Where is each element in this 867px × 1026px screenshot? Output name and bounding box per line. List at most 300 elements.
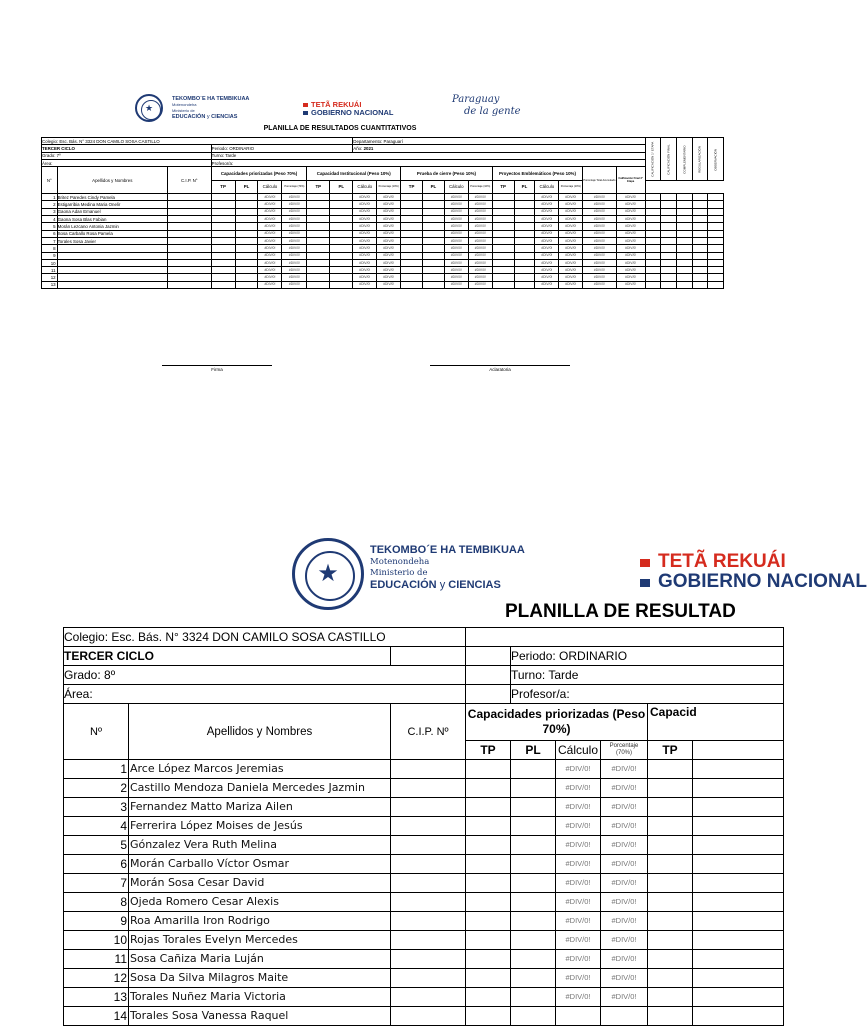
sheet1-row-extra xyxy=(677,194,693,201)
sheet1-row-calif: #DIV/0! xyxy=(616,230,645,237)
sheet1-row-extra xyxy=(645,252,661,259)
sheet1-row-pl xyxy=(514,267,535,274)
sheet1-row-pl xyxy=(514,223,535,230)
sheet2-row-number: 4 xyxy=(64,817,129,836)
sheet2-row-extra xyxy=(693,1007,784,1026)
sheet1-row-extra xyxy=(661,252,677,259)
sheet1-row-porc-total: #DIV/0! xyxy=(583,223,616,230)
sheet1-row-pl xyxy=(235,267,258,274)
sheet2-row-cip xyxy=(391,931,466,950)
sheet2-colegio: Colegio: Esc. Bás. N° 3324 DON CAMILO SOSA CASTILLO xyxy=(64,628,466,647)
sheet1-row-extra xyxy=(677,259,693,266)
sheet1-row-extra xyxy=(677,267,693,274)
sheet1-row-cip xyxy=(167,274,211,281)
sheet1-row-extra xyxy=(708,194,724,201)
sheet1-row-extra xyxy=(692,230,708,237)
sheet1-row-porcentaje: #DIV/0! xyxy=(468,245,492,252)
sheet2-row-cip xyxy=(391,1007,466,1026)
sheet1-row-porcentaje: #DIV/0! xyxy=(377,230,401,237)
sheet1-row-porcentaje: #DIV/0! xyxy=(377,281,401,288)
sheet2-row-pl xyxy=(511,779,556,798)
sheet1-row-calculo: #DIV/0! xyxy=(353,237,377,244)
sheet2-row-calculo: #DIV/0! xyxy=(556,950,601,969)
sheet1-row-porcentaje: #DIV/0! xyxy=(282,208,307,215)
sheet2-table-row xyxy=(64,950,784,969)
sheet1-row-calculo: #DIV/0! xyxy=(353,216,377,223)
sheet1-row-pl xyxy=(423,267,445,274)
sheet2-row-cip xyxy=(391,969,466,988)
sheet1-row-porcentaje: #DIV/0! xyxy=(282,252,307,259)
sheet1-row-porcentaje: #DIV/0! xyxy=(377,208,401,215)
sheet1-row-calculo: #DIV/0! xyxy=(258,216,282,223)
sheet1-row-pl xyxy=(235,237,258,244)
sheet1-col-nombres: Apellidos y Nombres xyxy=(57,167,167,194)
sheet1-sub-prueba-calculo: Cálculo xyxy=(444,180,468,194)
sheet2-row-name: Morán Carballo Víctor Osmar xyxy=(129,855,391,874)
sheet2-row-name: Rojas Torales Evelyn Mercedes xyxy=(129,931,391,950)
sheet2-grado: Grado: 8º xyxy=(64,666,466,685)
sheet1-row-porcentaje: #DIV/0! xyxy=(468,274,492,281)
sheet1-row-tp xyxy=(211,208,235,215)
sheet2-row-tp xyxy=(466,760,511,779)
sheet1-sub-prior-tp: TP xyxy=(211,180,235,194)
sheet1-row-cip xyxy=(167,208,211,215)
sheet1-row-pl xyxy=(330,237,353,244)
sheet1-row-extra xyxy=(677,252,693,259)
sheet1-row-calculo: #DIV/0! xyxy=(353,267,377,274)
sheet2-row-tp xyxy=(466,912,511,931)
sheet2-row-name: Roa Amarilla Iron Rodrigo xyxy=(129,912,391,931)
sheet1-row-porcentaje: #DIV/0! xyxy=(377,201,401,208)
sheet1-row-extra xyxy=(708,252,724,259)
sheet2-ciclo: TERCER CICLO xyxy=(64,647,391,666)
sheet1-row-pl xyxy=(235,245,258,252)
sheet2-row-tp xyxy=(466,969,511,988)
sheet2-row-number: 8 xyxy=(64,893,129,912)
sheet1-row-pl xyxy=(235,252,258,259)
sheet1-row-porcentaje: #DIV/0! xyxy=(468,259,492,266)
sheet1-row-tp xyxy=(401,252,423,259)
sheet1-row-pl xyxy=(514,252,535,259)
sheet1-group-proy: Proyectos Emblemáticos (Peso 10%) xyxy=(492,167,583,181)
sheet2-row-extra xyxy=(693,836,784,855)
sheet1-row-porc-total: #DIV/0! xyxy=(583,237,616,244)
sheet1-row-tp xyxy=(401,223,423,230)
sheet2-blank-1 xyxy=(466,628,784,647)
sheet1-row-extra xyxy=(692,245,708,252)
sheet1-row-calculo: #DIV/0! xyxy=(535,208,559,215)
sheet1-row-calculo: #DIV/0! xyxy=(444,259,468,266)
sheet1-row-calculo: #DIV/0! xyxy=(353,194,377,201)
sheet1-row-number: 2 xyxy=(42,201,58,208)
sheet2-row-extra xyxy=(693,988,784,1007)
sheet2-row-tp xyxy=(466,950,511,969)
sheet2-blank-4 xyxy=(466,666,511,685)
sheet1-row-porcentaje: #DIV/0! xyxy=(377,245,401,252)
sheet1-col-regularizacion: REGULARIZACIÓN xyxy=(692,138,708,181)
sheet2-row-calculo: #DIV/0! xyxy=(556,893,601,912)
sheet1-row-porcentaje: #DIV/0! xyxy=(282,274,307,281)
sheet1-row-pl xyxy=(423,216,445,223)
sheet2-table-row xyxy=(64,969,784,988)
gov-line2-large: GOBIERNO NACIONAL xyxy=(658,571,867,592)
sheet1-sub-inst-pl: PL xyxy=(330,180,353,194)
sheet2-row-tp xyxy=(466,1007,511,1026)
sheet2-row-tp-2 xyxy=(648,1007,693,1026)
sheet2-row-cip xyxy=(391,855,466,874)
sheet1-row-pl xyxy=(423,208,445,215)
sheet1-row-porc-total: #DIV/0! xyxy=(583,216,616,223)
sheet1-col-calif-final: CALIFICACIÓN FINAL xyxy=(661,138,677,181)
sheet1-row-calculo: #DIV/0! xyxy=(535,237,559,244)
sheet2-table-row xyxy=(64,760,784,779)
sheet1-row-porcentaje: #DIV/0! xyxy=(559,237,583,244)
sheet1-row-name: Morán Lezcano Antonia Jazmin xyxy=(57,223,167,230)
sheet2-row-pl xyxy=(511,912,556,931)
ministry-name xyxy=(172,96,292,120)
ministry-subtitle-large: Motenondeha xyxy=(370,556,430,567)
sheet1-row-extra xyxy=(661,201,677,208)
sheet2-row-tp xyxy=(466,931,511,950)
sheet1-row-calculo: #DIV/0! xyxy=(353,201,377,208)
sheet1-row-tp xyxy=(492,252,514,259)
aclaratoria-line xyxy=(430,365,570,366)
sheet1-row-calculo: #DIV/0! xyxy=(444,194,468,201)
sheet1-row-extra xyxy=(708,216,724,223)
sheet2-row-tp xyxy=(466,893,511,912)
sheet1-row-name: Estigarribia Medina Maria Onelir xyxy=(57,201,167,208)
sheet1-row-tp xyxy=(492,223,514,230)
sheet1-table-row xyxy=(42,194,724,201)
sheet1-row-pl xyxy=(235,259,258,266)
ministry-seal-icon-large: ★ xyxy=(292,538,364,610)
sheet2-row-calculo: #DIV/0! xyxy=(556,931,601,950)
sheet1-row-calculo: #DIV/0! xyxy=(353,223,377,230)
sheet2-table-row xyxy=(64,817,784,836)
sheet1-row-porc-total: #DIV/0! xyxy=(583,208,616,215)
sheet2-row-pl xyxy=(511,855,556,874)
sheet1-row-calculo: #DIV/0! xyxy=(353,274,377,281)
sheet1-table-row xyxy=(42,245,724,252)
sheet1-row-porcentaje: #DIV/0! xyxy=(559,223,583,230)
sheet1-row-calculo: #DIV/0! xyxy=(535,274,559,281)
sheet1-row-cip xyxy=(167,245,211,252)
sheet1-row-porcentaje: #DIV/0! xyxy=(377,274,401,281)
ministry-name-line4: CIENCIAS xyxy=(211,114,238,120)
sheet1-row-calif: #DIV/0! xyxy=(616,223,645,230)
sheet2-row-number: 10 xyxy=(64,931,129,950)
sheet1-row-pl xyxy=(514,201,535,208)
sheet1-row-porcentaje: #DIV/0! xyxy=(282,223,307,230)
sheet2-turno: Turno: Tarde xyxy=(511,666,784,685)
sheet1-row-tp xyxy=(211,237,235,244)
sheet1-row-porcentaje: #DIV/0! xyxy=(559,267,583,274)
sheet1-row-porcentaje: #DIV/0! xyxy=(468,216,492,223)
sheet1-row-porcentaje: #DIV/0! xyxy=(377,194,401,201)
sheet2-row-tp xyxy=(466,817,511,836)
sheet1-row-calculo: #DIV/0! xyxy=(444,223,468,230)
sheet2-table xyxy=(63,627,784,1026)
sheet1-row-pl xyxy=(423,252,445,259)
sheet1-row-porcentaje: #DIV/0! xyxy=(282,201,307,208)
sheet1-row-tp xyxy=(492,267,514,274)
firma-label: Firma xyxy=(211,367,223,372)
sheet1-title: PLANILLA DE RESULTADOS CUANTITATIVOS xyxy=(263,125,417,132)
sheet1-table-row xyxy=(42,237,724,244)
sheet1-row-pl xyxy=(330,194,353,201)
sheet2-row-cip xyxy=(391,912,466,931)
sheet1-row-extra xyxy=(645,281,661,288)
sheet1-row-tp xyxy=(307,245,330,252)
sheet2-row-number: 6 xyxy=(64,855,129,874)
sheet2-row-cip xyxy=(391,817,466,836)
sheet1-row-name: Torales Sosa Javier xyxy=(57,237,167,244)
sheet2-blank-2 xyxy=(391,647,466,666)
sheet1-row-extra xyxy=(661,194,677,201)
sheet1-row-tp xyxy=(211,281,235,288)
sheet1-row-tp xyxy=(401,281,423,288)
sheet1-sub-proy-tp: TP xyxy=(492,180,514,194)
sheet1-row-porcentaje: #DIV/0! xyxy=(282,281,307,288)
sheet1-row-name xyxy=(57,281,167,288)
sheet1-row-porcentaje: #DIV/0! xyxy=(559,194,583,201)
sheet2-row-extra xyxy=(693,931,784,950)
sheet2-row-extra xyxy=(693,855,784,874)
sheet2-row-porcentaje: #DIV/0! xyxy=(601,817,648,836)
sheet1-row-tp xyxy=(307,201,330,208)
sheet1-row-number: 7 xyxy=(42,237,58,244)
sheet2-table-row xyxy=(64,931,784,950)
sheet2-row-calculo xyxy=(556,1007,601,1026)
sheet1-row-calculo: #DIV/0! xyxy=(444,216,468,223)
sheet1-row-extra xyxy=(645,216,661,223)
sheet2-row-calculo: #DIV/0! xyxy=(556,798,601,817)
sheet1-periodo: Periodo: ORDINARIO xyxy=(211,145,353,152)
sheet1-row-calculo: #DIV/0! xyxy=(535,194,559,201)
sheet2-row-name: Arce López Marcos Jeremias xyxy=(129,760,391,779)
sheet2-row-pl xyxy=(511,1007,556,1026)
sheet1-row-calculo: #DIV/0! xyxy=(444,230,468,237)
sheet1-row-extra xyxy=(661,259,677,266)
sheet1-row-extra xyxy=(708,245,724,252)
sheet1-row-porcentaje: #DIV/0! xyxy=(377,252,401,259)
sheet1-row-calculo: #DIV/0! xyxy=(258,252,282,259)
sheet1-row-tp xyxy=(401,267,423,274)
sheet2-periodo: Periodo: ORDINARIO xyxy=(511,647,784,666)
sheet1-row-extra xyxy=(677,216,693,223)
sheet2-row-number: 2 xyxy=(64,779,129,798)
sheet1-row-calculo: #DIV/0! xyxy=(258,223,282,230)
sheet1-row-cip xyxy=(167,194,211,201)
sheet1-row-calculo: #DIV/0! xyxy=(535,216,559,223)
sheet1-group-cap-inst: Capacidad Institucional (Peso 10%) xyxy=(307,167,401,181)
sheet1-row-calculo: #DIV/0! xyxy=(258,194,282,201)
sheet1-col-observacion: OBSERVACIÓN xyxy=(708,138,724,181)
sheet1-row-extra xyxy=(661,230,677,237)
sheet2-row-name: Torales Sosa Vanessa Raquel xyxy=(129,1007,391,1026)
sheet1-row-porcentaje: #DIV/0! xyxy=(559,274,583,281)
sheet1-row-tp xyxy=(307,208,330,215)
sheet1-row-porcentaje: #DIV/0! xyxy=(468,201,492,208)
sheet2-row-calculo: #DIV/0! xyxy=(556,969,601,988)
sheet1-row-calif: #DIV/0! xyxy=(616,208,645,215)
sheet1-row-pl xyxy=(514,245,535,252)
sheet1-row-tp xyxy=(211,259,235,266)
sheet1-row-pl xyxy=(514,230,535,237)
sheet1-row-extra xyxy=(692,252,708,259)
sheet2-sub-tp: TP xyxy=(466,741,511,760)
sheet1-row-number: 12 xyxy=(42,274,58,281)
sheet2-row-pl xyxy=(511,950,556,969)
sheet1-row-porcentaje: #DIV/0! xyxy=(282,237,307,244)
sheet1-row-tp xyxy=(492,208,514,215)
sheet1-row-tp xyxy=(307,252,330,259)
sheet2-row-name: Ferrerira López Moises de Jesús xyxy=(129,817,391,836)
sheet1-row-tp xyxy=(401,245,423,252)
sheet2-row-porcentaje: #DIV/0! xyxy=(601,969,648,988)
sheet1-row-number: 11 xyxy=(42,267,58,274)
slogan-line2: de la gente xyxy=(464,106,521,117)
sheet1-row-number: 9 xyxy=(42,252,58,259)
sheet2-row-cip xyxy=(391,988,466,1007)
sheet1-row-tp xyxy=(211,267,235,274)
sheet2-row-tp xyxy=(466,855,511,874)
sheet2-row-porcentaje: #DIV/0! xyxy=(601,893,648,912)
sheet1-row-name xyxy=(57,245,167,252)
sheet1-row-calculo: #DIV/0! xyxy=(535,281,559,288)
sheet1-table xyxy=(41,137,724,289)
sheet2-row-porcentaje: #DIV/0! xyxy=(601,760,648,779)
sheet1-row-number: 10 xyxy=(42,259,58,266)
sheet1-row-extra xyxy=(661,223,677,230)
sheet1-row-porc-total: #DIV/0! xyxy=(583,274,616,281)
sheet1-row-calculo: #DIV/0! xyxy=(258,208,282,215)
sheet2-row-porcentaje: #DIV/0! xyxy=(601,836,648,855)
sheet1-row-tp xyxy=(211,245,235,252)
sheet1-row-tp xyxy=(211,230,235,237)
sheet1-row-pl xyxy=(235,223,258,230)
sheet1-row-extra xyxy=(708,237,724,244)
sheet2-table-row xyxy=(64,988,784,1007)
sheet1-row-extra xyxy=(677,230,693,237)
sheet1-row-tp xyxy=(211,252,235,259)
sheet1-row-tp xyxy=(492,259,514,266)
sheet1-row-porc-total: #DIV/0! xyxy=(583,245,616,252)
sheet1-row-tp xyxy=(492,237,514,244)
sheet2-row-calculo: #DIV/0! xyxy=(556,836,601,855)
sheet1-row-calculo: #DIV/0! xyxy=(535,252,559,259)
sheet2-table-row xyxy=(64,912,784,931)
sheet1-row-calculo: #DIV/0! xyxy=(535,245,559,252)
sheet1-row-porc-total: #DIV/0! xyxy=(583,259,616,266)
sheet2-row-tp xyxy=(466,798,511,817)
sheet1-row-porc-total: #DIV/0! xyxy=(583,252,616,259)
sheet2-sub-porc: Porcentaje (70%) xyxy=(601,741,648,760)
sheet2-row-name: Sosa Da Silva Milagros Maite xyxy=(129,969,391,988)
sheet1-row-calculo: #DIV/0! xyxy=(444,274,468,281)
gov-line2: GOBIERNO NACIONAL xyxy=(311,108,394,117)
sheet1-row-calif: #DIV/0! xyxy=(616,216,645,223)
sheet1-anio-label: Año: xyxy=(353,145,363,151)
sheet2-title: PLANILLA DE RESULTAD xyxy=(505,601,736,622)
sheet1-row-extra xyxy=(692,237,708,244)
sheet1-row-tp xyxy=(492,230,514,237)
sheet1-row-extra xyxy=(645,194,661,201)
sheet1-row-pl xyxy=(330,208,353,215)
sheet2-row-tp-2 xyxy=(648,969,693,988)
sheet1-col-n: N° xyxy=(42,167,58,194)
sheet1-row-extra xyxy=(692,267,708,274)
sheet1-row-extra xyxy=(645,230,661,237)
sheet1-sub-prior-pl: PL xyxy=(235,180,258,194)
sheet1-row-cip xyxy=(167,201,211,208)
gov-line1: TETÃ REKUÁI xyxy=(311,100,362,109)
sheet2-row-number: 3 xyxy=(64,798,129,817)
sheet2-table-row xyxy=(64,1007,784,1026)
sheet1-row-name xyxy=(57,274,167,281)
ministry-subtitle: Motenondeha xyxy=(172,102,197,107)
sheet1-colegio: Colegio: Esc. Bás. N° 3324 DON CAMILO SOSA CASTILLO xyxy=(42,138,353,145)
ministry-name-conj-large: y xyxy=(439,578,446,591)
sheet1-row-extra xyxy=(708,223,724,230)
sheet1-row-name xyxy=(57,267,167,274)
sheet1-row-pl xyxy=(423,201,445,208)
sheet1-row-name xyxy=(57,252,167,259)
sheet1-row-calculo: #DIV/0! xyxy=(444,281,468,288)
sheet1-row-calculo: #DIV/0! xyxy=(444,237,468,244)
sheet1-row-tp xyxy=(307,267,330,274)
sheet1-row-calculo: #DIV/0! xyxy=(535,259,559,266)
gov-brand xyxy=(303,101,433,117)
ministry-name-line2-large: Ministerio de xyxy=(370,568,428,578)
sheet1-row-tp xyxy=(307,216,330,223)
sheet1-row-pl xyxy=(514,194,535,201)
sheet1-row-porcentaje: #DIV/0! xyxy=(559,208,583,215)
sheet1-row-porcentaje: #DIV/0! xyxy=(559,245,583,252)
sheet2-row-cip xyxy=(391,950,466,969)
sheet2-row-porcentaje: #DIV/0! xyxy=(601,988,648,1007)
sheet1-row-pl xyxy=(423,274,445,281)
sheet1-profesor: Profesor/a: xyxy=(211,159,645,166)
sheet2-row-tp-2 xyxy=(648,912,693,931)
sheet1-row-calculo: #DIV/0! xyxy=(258,267,282,274)
sheet1-col-calif: Calificación Final 2° Etapa xyxy=(616,167,645,194)
sheet1-row-pl xyxy=(330,259,353,266)
sheet2-row-cip xyxy=(391,798,466,817)
sheet2-area: Área: xyxy=(64,685,466,704)
sheet1-row-extra xyxy=(692,274,708,281)
sheet1-row-pl xyxy=(330,281,353,288)
sheet1-row-tp xyxy=(401,194,423,201)
sheet1-row-extra xyxy=(677,274,693,281)
sheet1-row-extra xyxy=(692,281,708,288)
sheet1-sub-inst-calculo: Cálculo xyxy=(353,180,377,194)
sheet1-row-tp xyxy=(211,194,235,201)
sheet1-sub-proy-calculo: Cálculo xyxy=(535,180,559,194)
sheet1-row-pl xyxy=(330,230,353,237)
sheet1-table-row xyxy=(42,216,724,223)
sheet1-row-tp xyxy=(492,245,514,252)
sheet2-row-pl xyxy=(511,988,556,1007)
sheet1-row-porcentaje: #DIV/0! xyxy=(468,223,492,230)
sheet1-sub-prior-calculo: Cálculo xyxy=(258,180,282,194)
sheet1-row-porcentaje: #DIV/0! xyxy=(282,245,307,252)
sheet1-row-pl xyxy=(423,230,445,237)
sheet2-row-porcentaje: #DIV/0! xyxy=(601,855,648,874)
sheet1-row-pl xyxy=(514,274,535,281)
sheet1-row-calculo: #DIV/0! xyxy=(258,259,282,266)
sheet1-row-tp xyxy=(307,281,330,288)
